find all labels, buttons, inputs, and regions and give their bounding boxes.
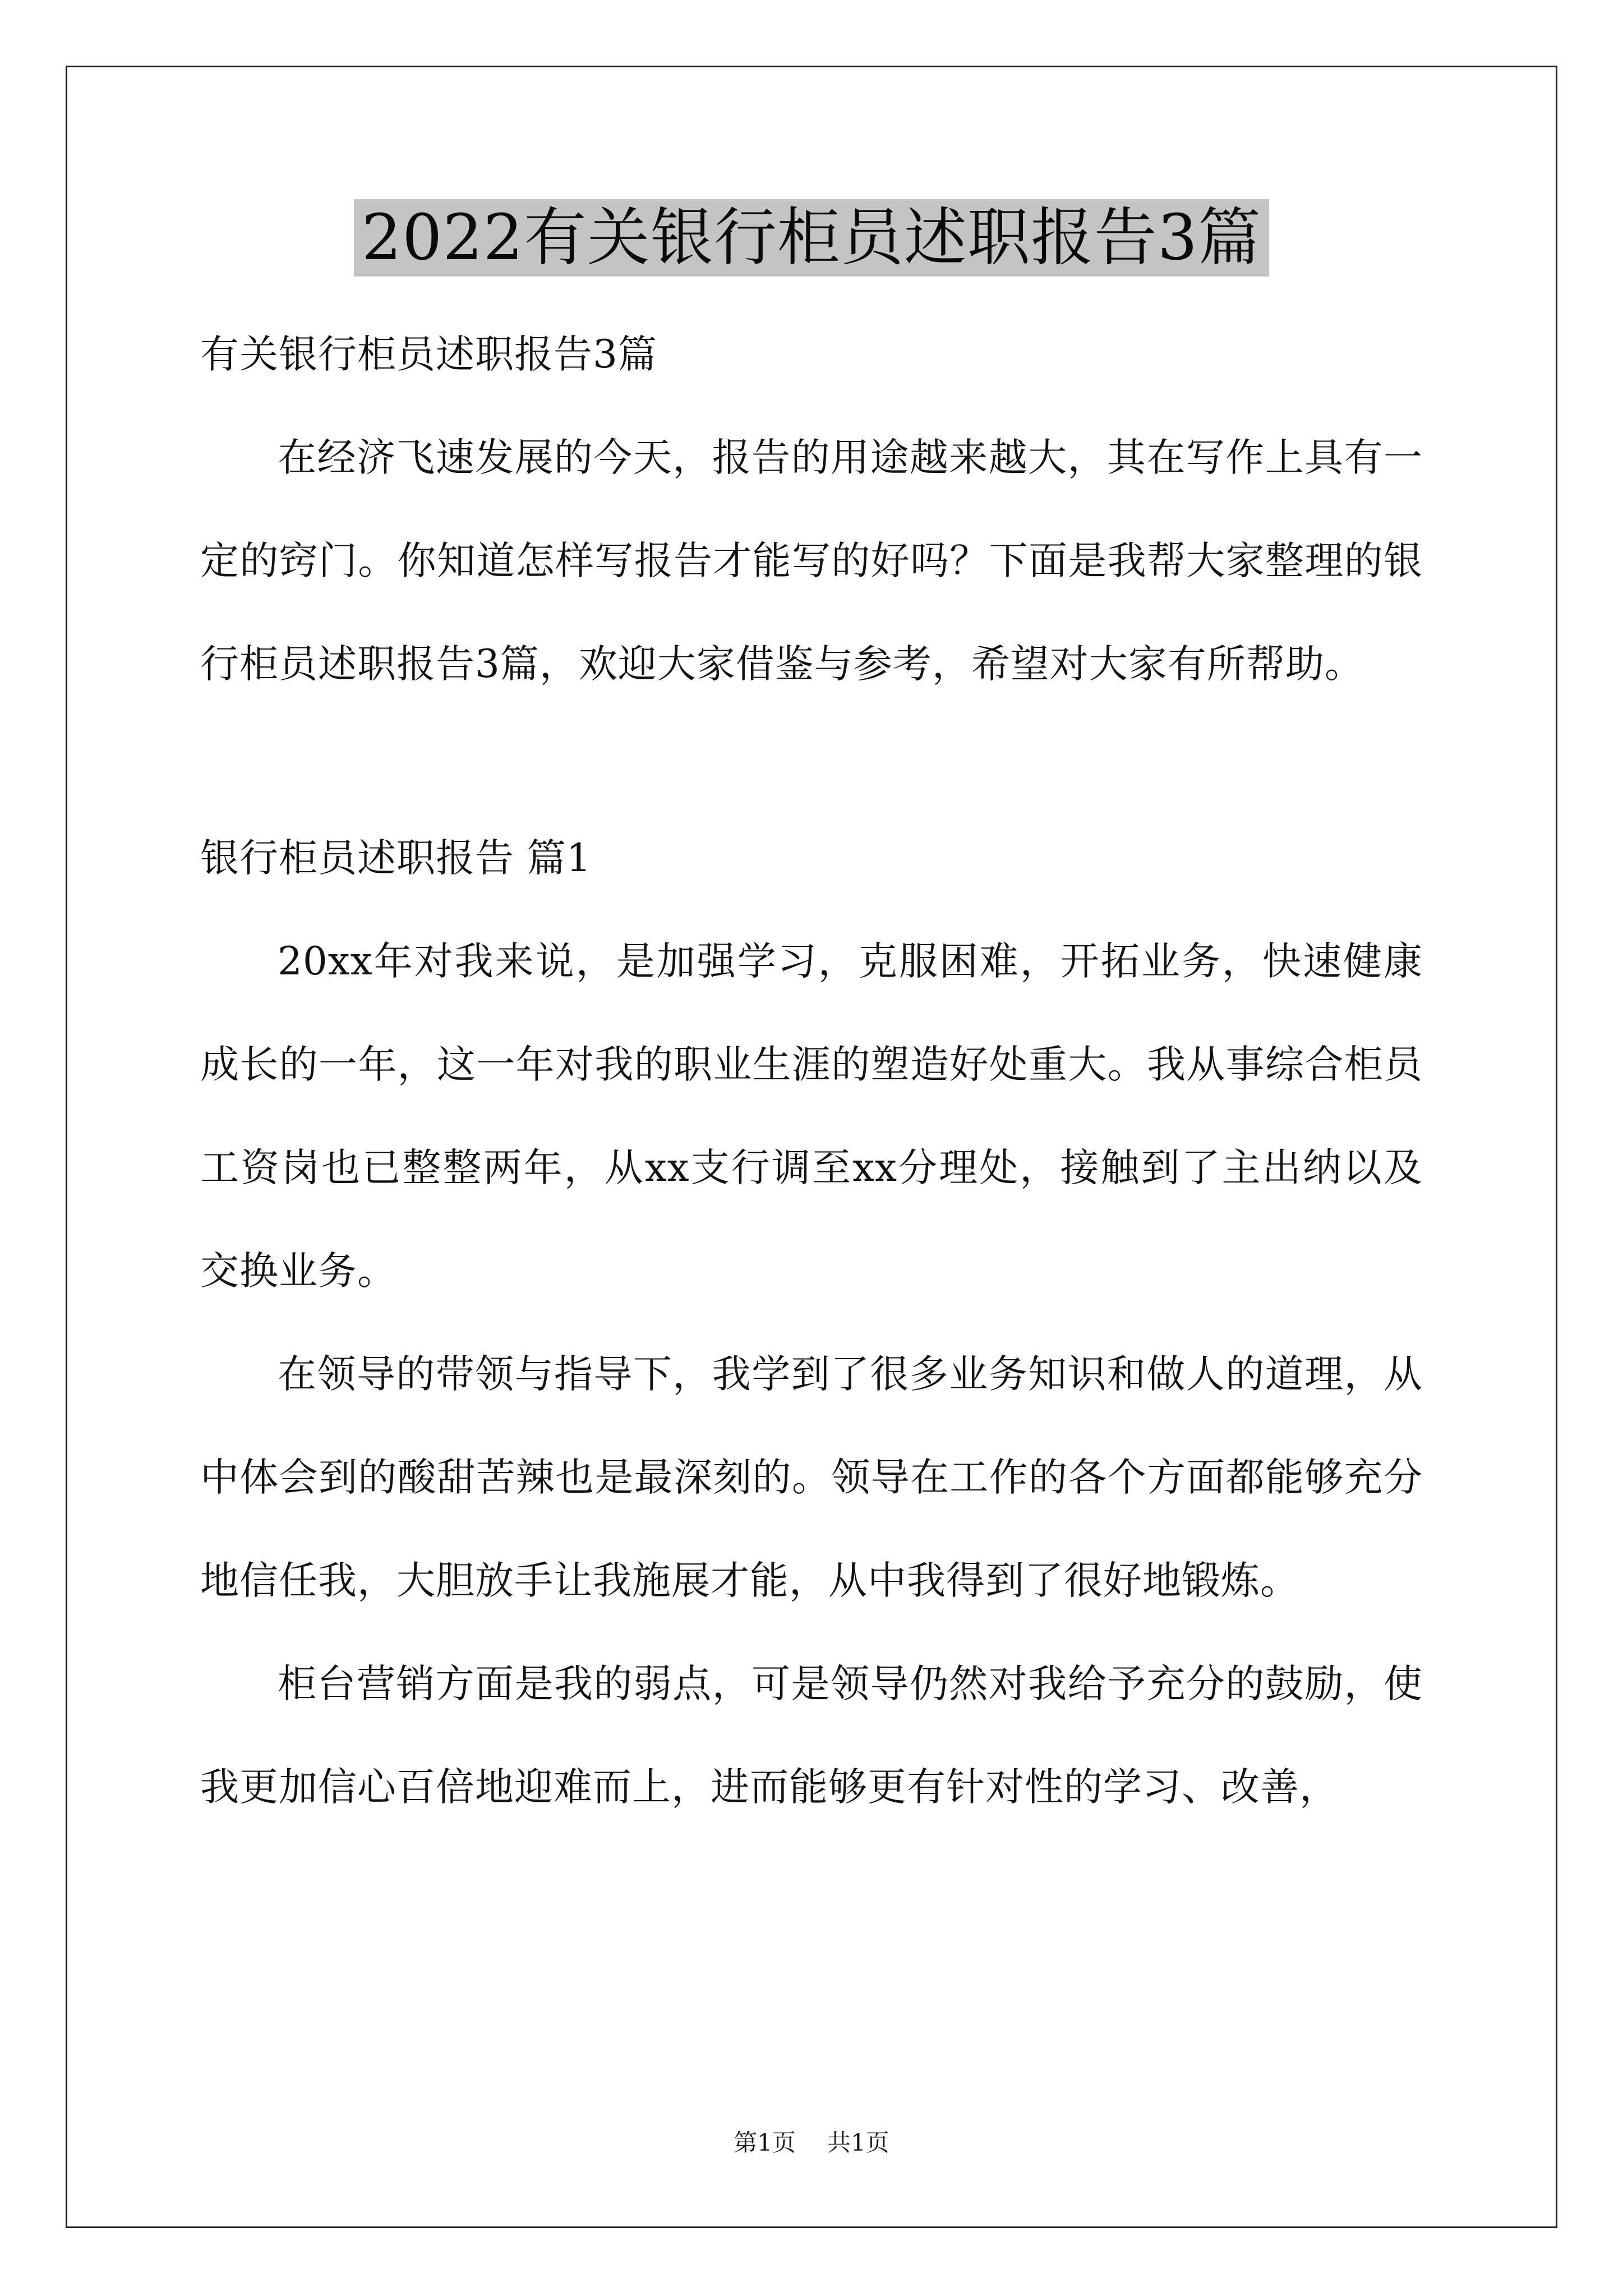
body-paragraph-1: 20xx年对我来说，是加强学习，克服困难，开拓业务，快速健康成长的一年，这一年对我的职业生涯的塑造好处重大。我从事综合柜员工资岗也已整整两年，从xx支行调至xx分理处，接触到了主出纳以及交换业务。: [200, 939, 1423, 1294]
intro-paragraph: 在经济飞速发展的今天，报告的用途越来越大，其在写作上具有一定的窍门。你知道怎样写报告才能写的好吗？下面是我帮大家整理的银行柜员述职报告3篇，欢迎大家借鉴与参考，希望对大家有所帮助。: [200, 435, 1423, 687]
page-total: 共1页: [827, 2129, 889, 2156]
body-paragraph-2: 在领导的带领与指导下，我学到了很多业务知识和做人的道理，从中体会到的酸甜苦辣也是最深刻的。领导在工作的各个方面都能够充分地信任我，大胆放手让我施展才能，从中我得到了很好地锻炼。: [200, 1352, 1423, 1603]
page-footer: [0, 2126, 1623, 2160]
body-paragraph-3: 柜台营销方面是我的弱点，可是领导仍然对我给予充分的鼓励，使我更加信心百倍地迎难而上，进而能够更有针对性的学习、改善，: [200, 1662, 1423, 1810]
section-heading: 银行柜员述职报告 篇1: [200, 836, 592, 881]
section-spacer: [200, 716, 1423, 807]
document-title: 2022有关银行柜员述职报告3篇: [354, 199, 1269, 277]
document-subtitle: 有关银行柜员述职报告3篇: [200, 332, 657, 377]
page-number: 第1页: [734, 2129, 796, 2156]
title-container: [0, 199, 1623, 277]
document-body: [200, 303, 1423, 1839]
